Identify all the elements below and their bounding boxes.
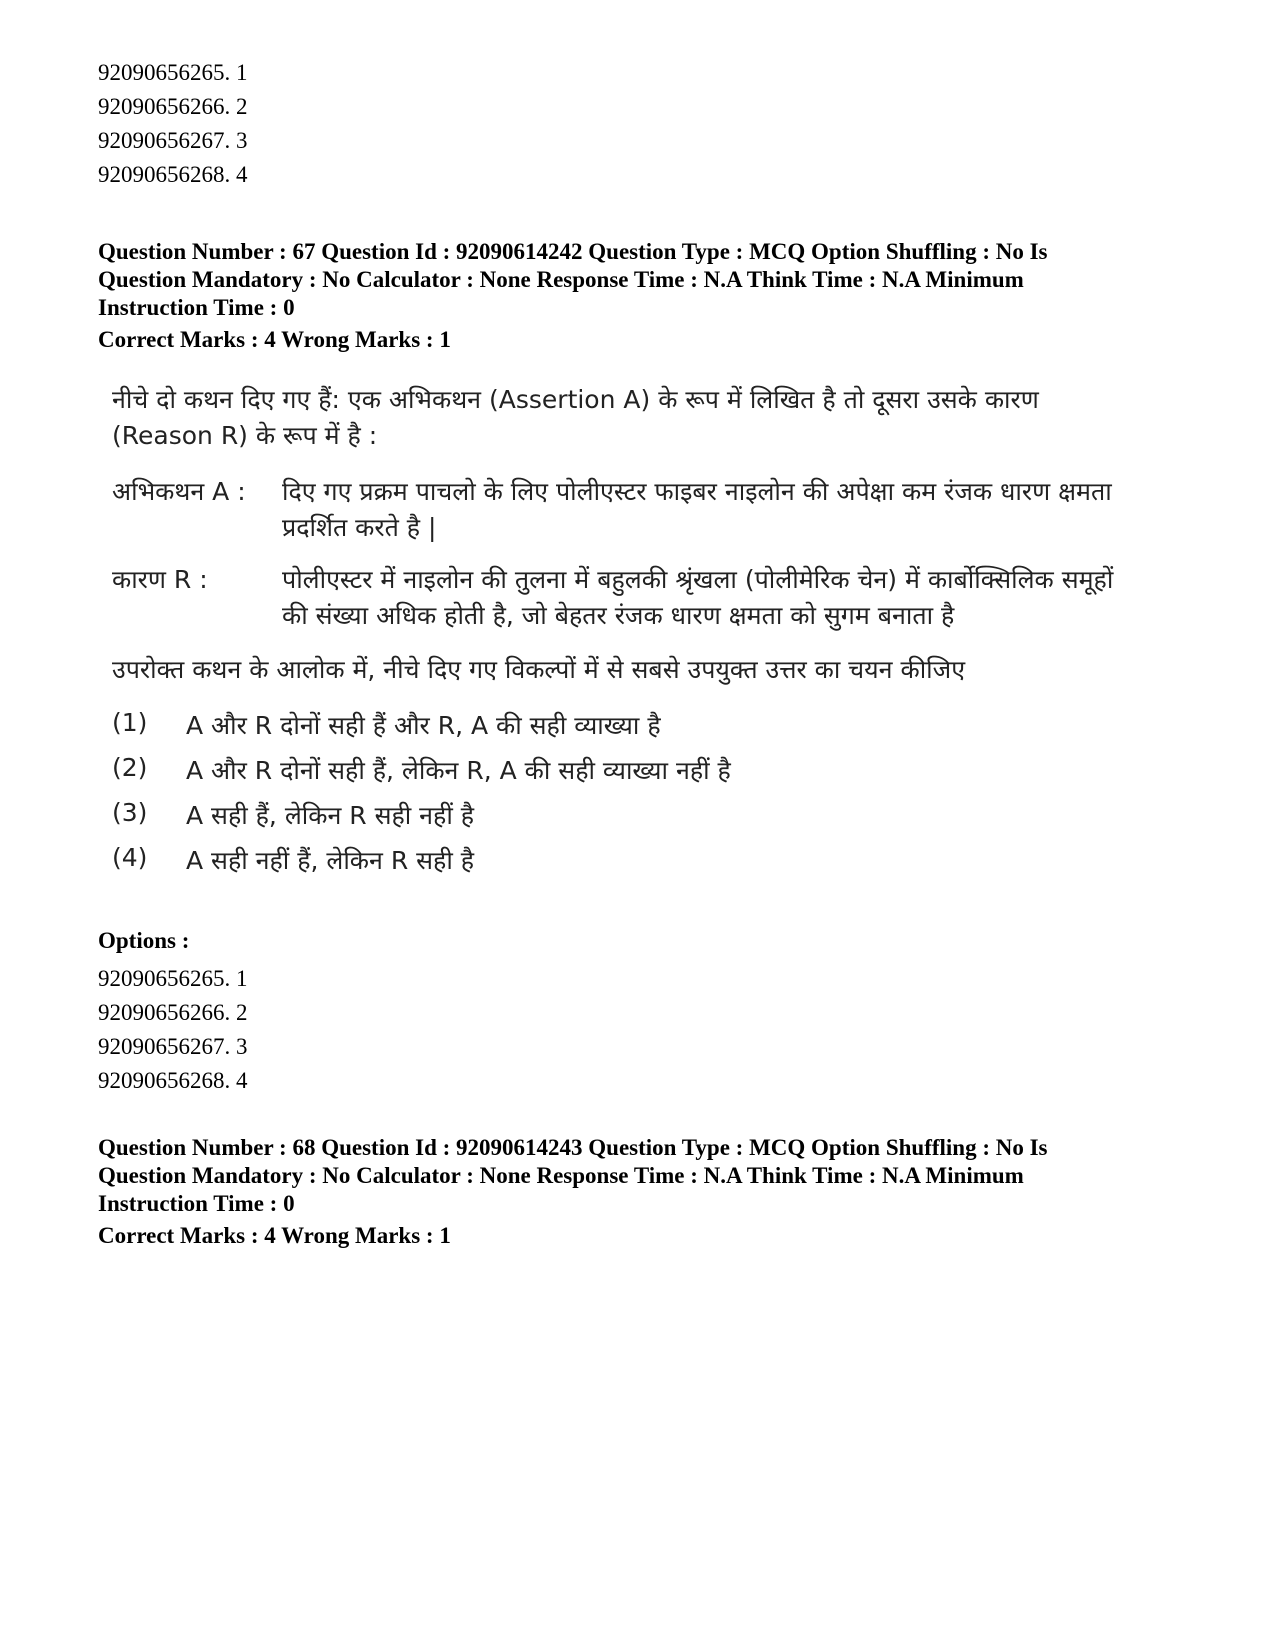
choice-number: (2) — [112, 753, 148, 782]
previous-question-options — [98, 56, 248, 192]
choice-text: A सही नहीं हैं, लेकिन R सही है — [186, 846, 475, 875]
reason-label: कारण R : — [112, 565, 208, 594]
choice-number: (1) — [112, 708, 148, 737]
choice-text: A और R दोनों सही हैं और R, A की सही व्याख्या है — [186, 711, 661, 740]
meta-line: Question Mandatory : No Calculator : None Response Time : N.A Think Time : N.A Minimum — [98, 267, 1024, 292]
option-id: 92090656267. 3 — [98, 128, 248, 153]
choice-4 — [112, 843, 474, 877]
question-68-meta — [98, 1134, 1178, 1218]
choice-1 — [112, 708, 661, 742]
option-id: 92090656268. 4 — [98, 162, 248, 187]
meta-line: Question Number : 67 Question Id : 92090614242 Question Type : MCQ Option Shuffling : No Is — [98, 239, 1048, 264]
meta-line: Question Number : 68 Question Id : 92090614243 Question Type : MCQ Option Shuffling : No Is — [98, 1135, 1048, 1160]
meta-line: Instruction Time : 0 — [98, 1191, 295, 1216]
option-id: 92090656267. 3 — [98, 1034, 248, 1059]
question-67-body — [112, 382, 1122, 875]
choice-number: (4) — [112, 843, 148, 872]
choice-text: A और R दोनों सही हैं, लेकिन R, A की सही व्याख्या नहीं है — [186, 756, 731, 785]
assertion-text: दिए गए प्रक्रम पाचलो के लिए पोलीएस्टर फाइबर नाइलोन की अपेक्षा कम रंजक धारण क्षमता प्रदर्शित करते है | — [282, 477, 1112, 542]
option-id: 92090656265. 1 — [98, 60, 248, 85]
question-67-marks: Correct Marks : 4 Wrong Marks : 1 — [98, 327, 451, 352]
meta-line: Instruction Time : 0 — [98, 295, 295, 320]
reason-text: पोलीएस्टर में नाइलोन की तुलना में बहुलकी श्रृंखला (पोलीमेरिक चेन) में कार्बोक्सिलिक समूहों की संख्या अधिक होती है, जो बेहतर रंजक धारण क्षमता को सुगम बनाता है — [282, 565, 1114, 630]
question-instruction: उपरोक्त कथन के आलोक में, नीचे दिए गए विकल्पों में से सबसे उपयुक्त उत्तर का चयन कीजिए — [112, 655, 966, 684]
assertion-label: अभिकथन A : — [112, 477, 246, 506]
option-id: 92090656266. 2 — [98, 94, 248, 119]
question-intro: नीचे दो कथन दिए गए हैं: एक अभिकथन (Assertion A) के रूप में लिखित है तो दूसरा उसके कारण (Reason R) के रूप में है : — [112, 385, 1039, 450]
assertion-row — [112, 474, 1122, 546]
question-67-meta — [98, 238, 1178, 322]
question-68-marks: Correct Marks : 4 Wrong Marks : 1 — [98, 1223, 451, 1248]
choice-text: A सही हैं, लेकिन R सही नहीं है — [186, 801, 475, 830]
reason-row — [112, 562, 1122, 634]
choice-3 — [112, 798, 474, 832]
option-id: 92090656266. 2 — [98, 1000, 248, 1025]
meta-line: Question Mandatory : No Calculator : None Response Time : N.A Think Time : N.A Minimum — [98, 1163, 1024, 1188]
choice-2 — [112, 753, 731, 787]
question-67-options — [98, 962, 248, 1098]
option-id: 92090656265. 1 — [98, 966, 248, 991]
option-id: 92090656268. 4 — [98, 1068, 248, 1093]
options-label: Options : — [98, 928, 190, 953]
choice-number: (3) — [112, 798, 148, 827]
